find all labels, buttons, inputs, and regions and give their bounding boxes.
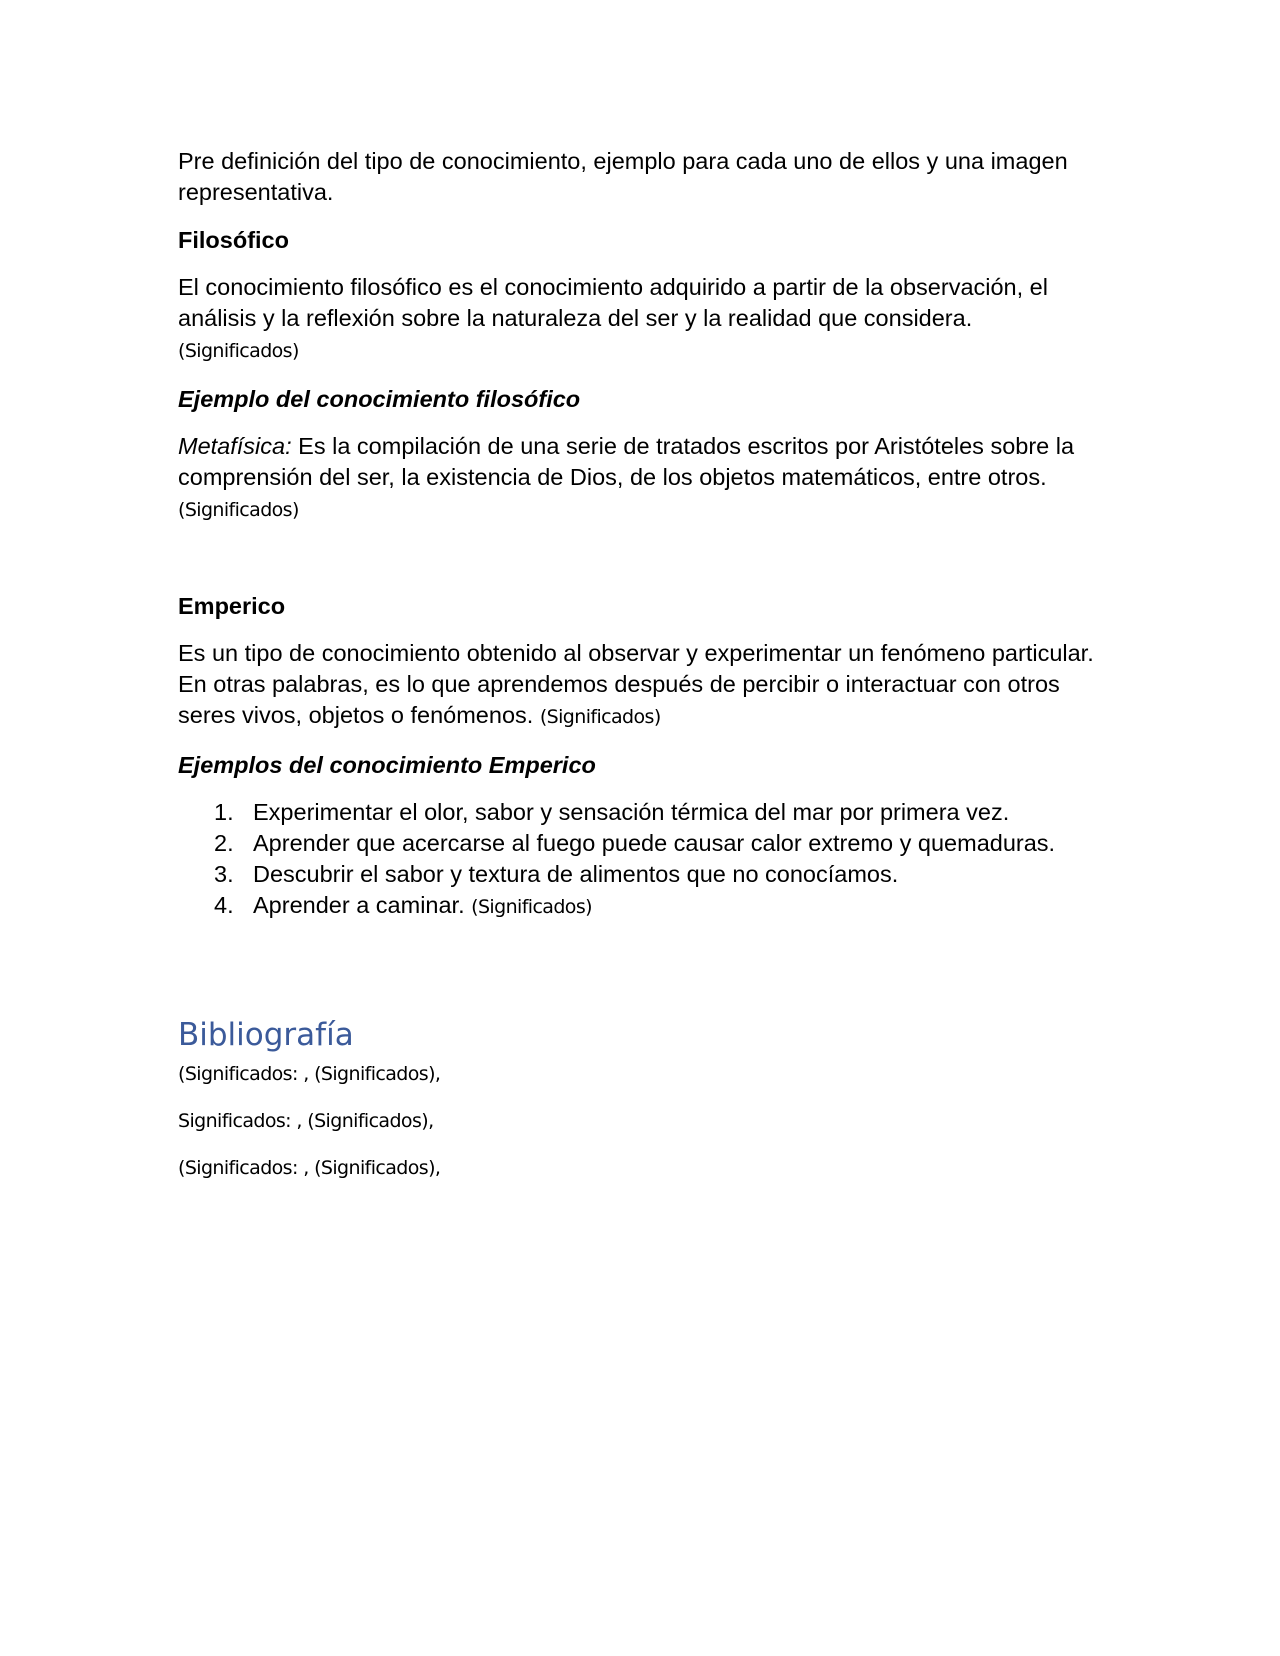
citation: (Significados)	[178, 340, 299, 362]
example-term: Metafísica:	[178, 433, 292, 459]
list-item-text: Aprender que acercarse al fuego puede causar calor extremo y quemaduras.	[253, 830, 1056, 856]
filosofico-example	[178, 431, 1098, 526]
emperico-examples-list	[178, 797, 1098, 923]
citation: (Significados)	[471, 896, 592, 918]
list-number: 2.	[214, 830, 234, 856]
bibliography-entry: Significados: , (Significados),	[178, 1110, 434, 1132]
list-item	[178, 859, 1098, 890]
citation: (Significados)	[178, 499, 299, 521]
list-item	[178, 797, 1098, 828]
emperico-examples-heading: Ejemplos del conocimiento Emperico	[178, 752, 596, 778]
bibliography-title: Bibliografía	[178, 1017, 354, 1053]
example-text: Es la compilación de una serie de tratados escritos por Aristóteles sobre la comprensión del ser, la existencia de Dios, de los objetos matemáticos, entre otros.	[178, 433, 1075, 490]
list-number: 1.	[214, 799, 234, 825]
emperico-definition	[178, 638, 1098, 733]
document-page	[178, 146, 1098, 1202]
citation: (Significados)	[539, 706, 661, 728]
list-item-text: Experimentar el olor, sabor y sensación térmica del mar por primera vez.	[253, 799, 1010, 825]
list-number: 4.	[214, 892, 234, 918]
spacer	[178, 543, 1098, 591]
filosofico-definition	[178, 272, 1098, 367]
list-item-text: Descubrir el sabor y textura de alimentos que no conocíamos.	[253, 861, 899, 887]
list-item-text: Aprender a caminar.	[253, 892, 472, 918]
intro-paragraph: Pre definición del tipo de conocimiento, ejemplo para cada uno de ellos y una imagen representativa.	[178, 148, 1068, 205]
filosofico-example-heading: Ejemplo del conocimiento filosófico	[178, 386, 581, 412]
list-number: 3.	[214, 861, 234, 887]
list-item	[178, 890, 1098, 923]
filosofico-definition-text: El conocimiento filosófico es el conocimiento adquirido a partir de la observación, el análisis y la reflexión sobre la naturaleza del ser y la realidad que considera.	[178, 274, 1048, 331]
bibliography-entry: (Significados: , (Significados),	[178, 1157, 441, 1179]
list-item	[178, 828, 1098, 859]
emperico-heading: Emperico	[178, 593, 286, 619]
bibliography-entry: (Significados: , (Significados),	[178, 1063, 441, 1085]
emperico-definition-text: Es un tipo de conocimiento obtenido al observar y experimentar un fenómeno particular. En otras palabras, es lo que aprendemos después de percibir o interactuar con otros seres vivos, objetos o fenómenos.	[178, 640, 1094, 728]
filosofico-heading: Filosófico	[178, 227, 289, 253]
